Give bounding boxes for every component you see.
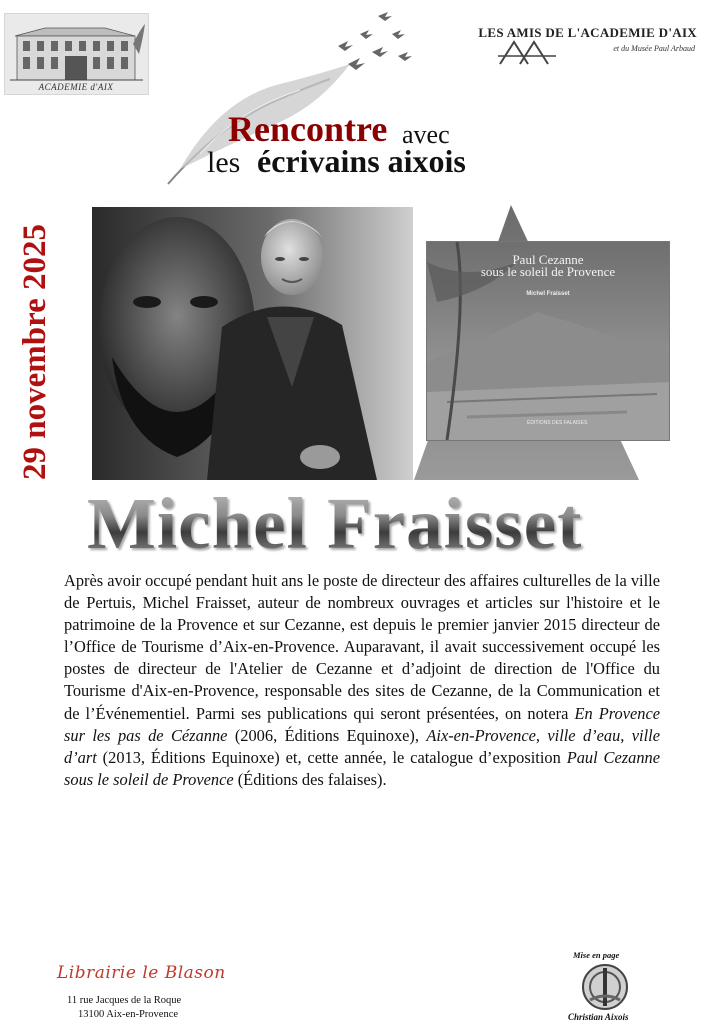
amis-academie-subtitle: et du Musée Paul Arbaud: [613, 44, 695, 53]
amis-academie-title: LES AMIS DE L'ACADEMIE D'AIX: [478, 25, 697, 40]
layout-label: Mise en page: [573, 950, 620, 960]
publication-title: Paul Cezanne sous le soleil de Provence: [64, 747, 660, 789]
academie-logo: [4, 13, 149, 95]
book-title: Paul Cezanne sous le soleil de Provence: [480, 252, 616, 279]
heading-rencontre: Rencontre: [228, 109, 388, 149]
layout-credit: Christian Aixois: [568, 1012, 629, 1022]
library-address-street: 11 rue Jacques de la Roque: [67, 995, 182, 1006]
heading-les: les: [207, 146, 241, 179]
monogram-icon: [580, 962, 630, 1012]
library-name: Librairie le Blason: [57, 963, 226, 983]
heading-avec: avec: [402, 120, 450, 149]
birds-icon: [338, 12, 412, 70]
author-photo: [92, 207, 413, 480]
author-name: Michel Fraisset: [87, 483, 583, 564]
publication-title: Aix-en-Provence, ville d’eau, ville d’art: [64, 725, 660, 767]
library-address-city: 13100 Aix-en-Provence: [78, 1009, 179, 1020]
book-publisher: ÉDITIONS DES FALAISES: [527, 420, 588, 426]
book-cover: [427, 242, 669, 440]
academie-logo-text: ACADEMIE d'AIX: [38, 82, 114, 92]
publication-title: En Provence sur les pas de Cézanne: [64, 703, 661, 745]
author-biography: Après avoir occupé pendant huit ans le poste de directeur des affaires culturelles de la ville de Pertuis, Michel Fraisset, auteur de nombreux ouvrages et articles sur l'histoire et le patrimoine de la Provence et sur Cezanne, est depuis le premier janvier 2015 directeur de l’Office de Tourisme d’Aix-en-Provence. Auparavant, il avait successivement occupé les postes de directeur de l'Atelier de Cezanne et d’adjoint de direction de l'Office du Tourisme d'Aix-en-Provence, responsable des sites de Cezanne, de la Communication et de l’Événementiel. Parmi ses publications qui seront présentées, on notera En Provence sur les pas de Cézanne (2006, Éditions Equinoxe), Aix-en-Provence, ville d’eau, ville d’art (2013, Éditions Equinoxe) et, cette année, le catalogue d’exposition Paul Cezanne sous le soleil de Provence (Éditions des falaises).: [64, 571, 661, 789]
heading-ecrivains-aixois: écrivains aixois: [257, 143, 466, 179]
event-date: 29 novembre 2025: [17, 223, 53, 480]
triangle-a-logo-icon: [498, 40, 558, 66]
book-author: Michel Fraisset: [526, 291, 570, 297]
